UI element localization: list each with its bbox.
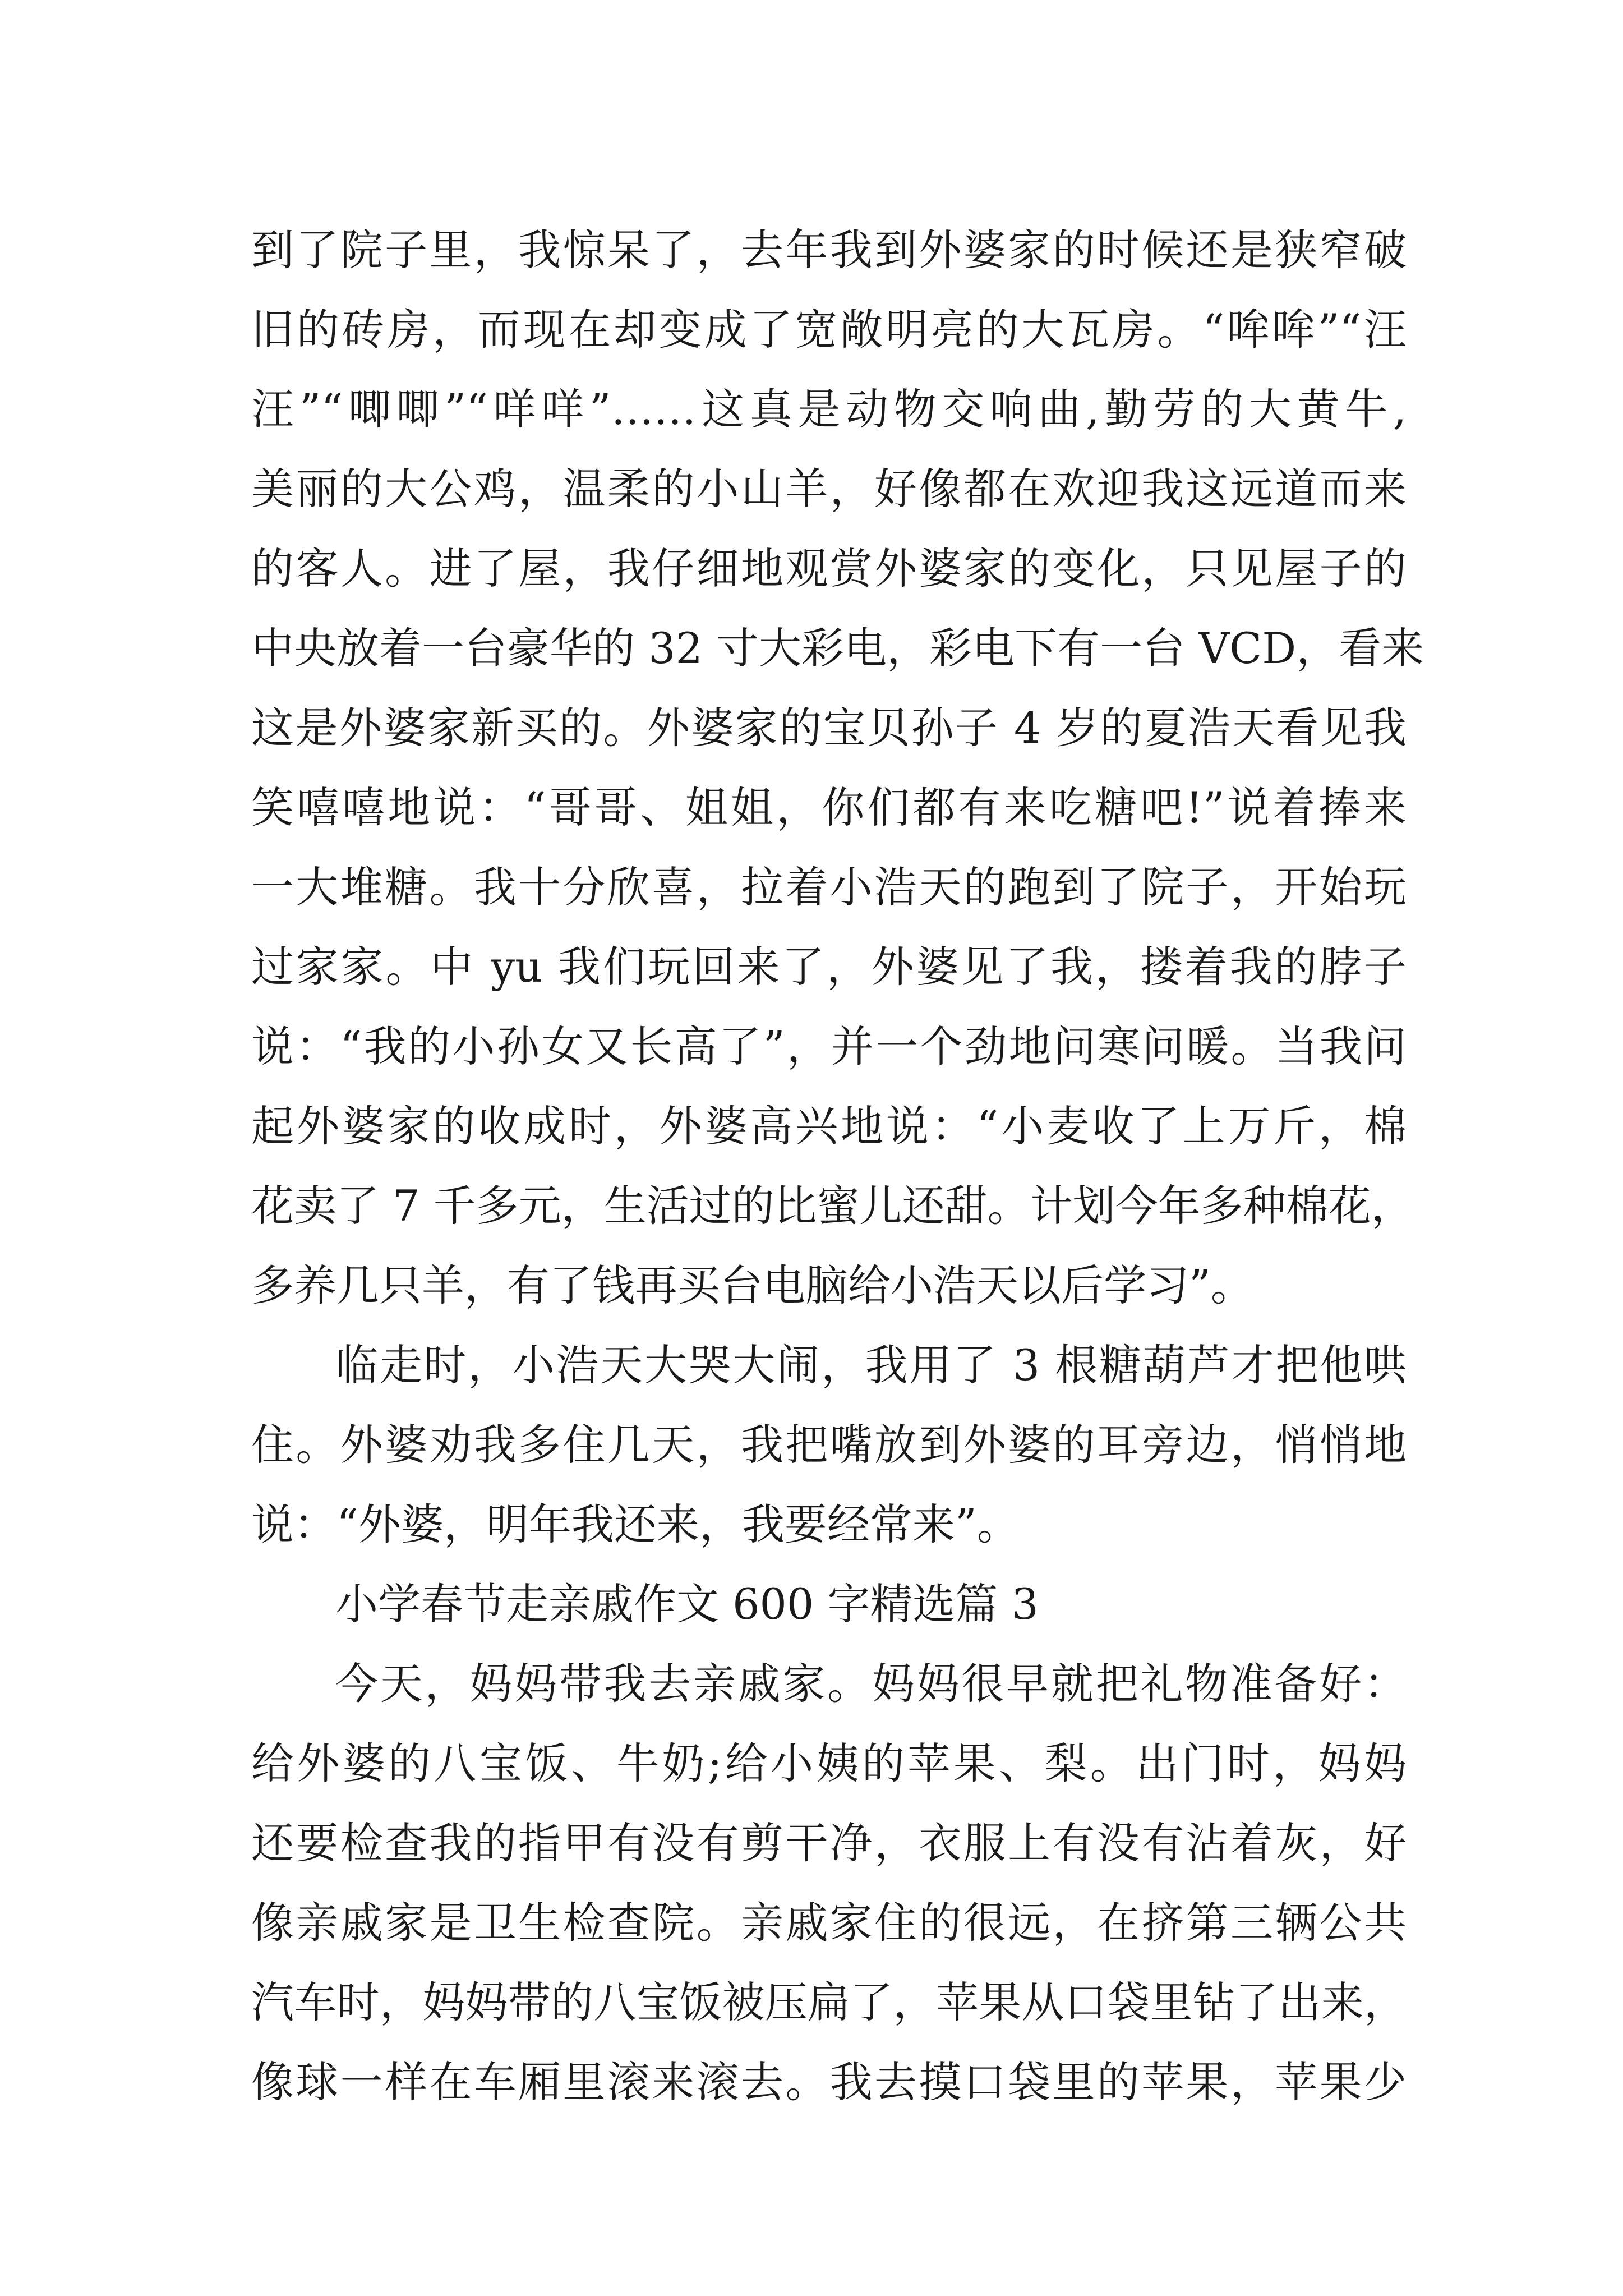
text-line: 像球一样在车厢里滚来滚去。我去摸口袋里的苹果，苹果少	[251, 2057, 1407, 2107]
text-line: 到了院子里，我惊呆了，去年我到外婆家的时候还是狭窄破	[251, 225, 1407, 275]
text-line: 今天，妈妈带我去亲戚家。妈妈很早就把礼物准备好：	[335, 1659, 1407, 1709]
text-line: 汪”“唧唧”“咩咩”……这真是动物交响曲,勤劳的大黄牛,	[251, 384, 1407, 434]
text-line: 笑嘻嘻地说：“哥哥、姐姐，你们都有来吃糖吧!”说着捧来	[251, 783, 1407, 832]
text-line: 美丽的大公鸡，温柔的小山羊，好像都在欢迎我这远道而来	[251, 464, 1407, 514]
text-line: 汽车时，妈妈带的八宝饭被压扁了，苹果从口袋里钻了出来，	[251, 1977, 1407, 2027]
text-line: 起外婆家的收成时，外婆高兴地说：“小麦收了上万斤，棉	[251, 1101, 1407, 1151]
text-line: 临走时，小浩天大哭大闹，我用了 3 根糖葫芦才把他哄	[335, 1340, 1407, 1390]
text-line: 中央放着一台豪华的 32 寸大彩电，彩电下有一台 VCD，看来	[251, 623, 1424, 673]
text-line: 还要检查我的指甲有没有剪干净，衣服上有没有沾着灰，好	[251, 1818, 1407, 1868]
text-line: 这是外婆家新买的。外婆家的宝贝孙子 4 岁的夏浩天看见我	[251, 703, 1407, 753]
text-line: 一大堆糖。我十分欣喜，拉着小浩天的跑到了院子，开始玩	[251, 862, 1407, 912]
text-line: 过家家。中 yu 我们玩回来了，外婆见了我，搂着我的脖子	[251, 942, 1407, 992]
text-line: 住。外婆劝我多住几天，我把嘴放到外婆的耳旁边，悄悄地	[251, 1420, 1407, 1470]
text-line: 花卖了 7 千多元，生活过的比蜜儿还甜。计划今年多种棉花，	[251, 1181, 1414, 1231]
text-line: 多养几只羊，有了钱再买台电脑给小浩天以后学习”。	[251, 1260, 1253, 1310]
text-line: 旧的砖房，而现在却变成了宽敞明亮的大瓦房。“哞哞”“汪	[251, 305, 1407, 355]
text-line: 说：“外婆，明年我还来，我要经常来”。	[251, 1499, 1020, 1549]
essay-body	[251, 210, 1424, 2122]
section-heading: 小学春节走亲戚作文 600 字精选篇 3	[335, 1579, 1039, 1629]
text-line: 的客人。进了屋，我仔细地观赏外婆家的变化，只见屋子的	[251, 544, 1407, 593]
text-line: 像亲戚家是卫生检查院。亲戚家住的很远，在挤第三辆公共	[251, 1898, 1407, 1948]
text-line: 给外婆的八宝饭、牛奶;给小姨的苹果、梨。出门时，妈妈	[251, 1738, 1407, 1788]
text-line: 说：“我的小孙女又长高了”，并一个劲地问寒问暖。当我问	[251, 1022, 1407, 1071]
